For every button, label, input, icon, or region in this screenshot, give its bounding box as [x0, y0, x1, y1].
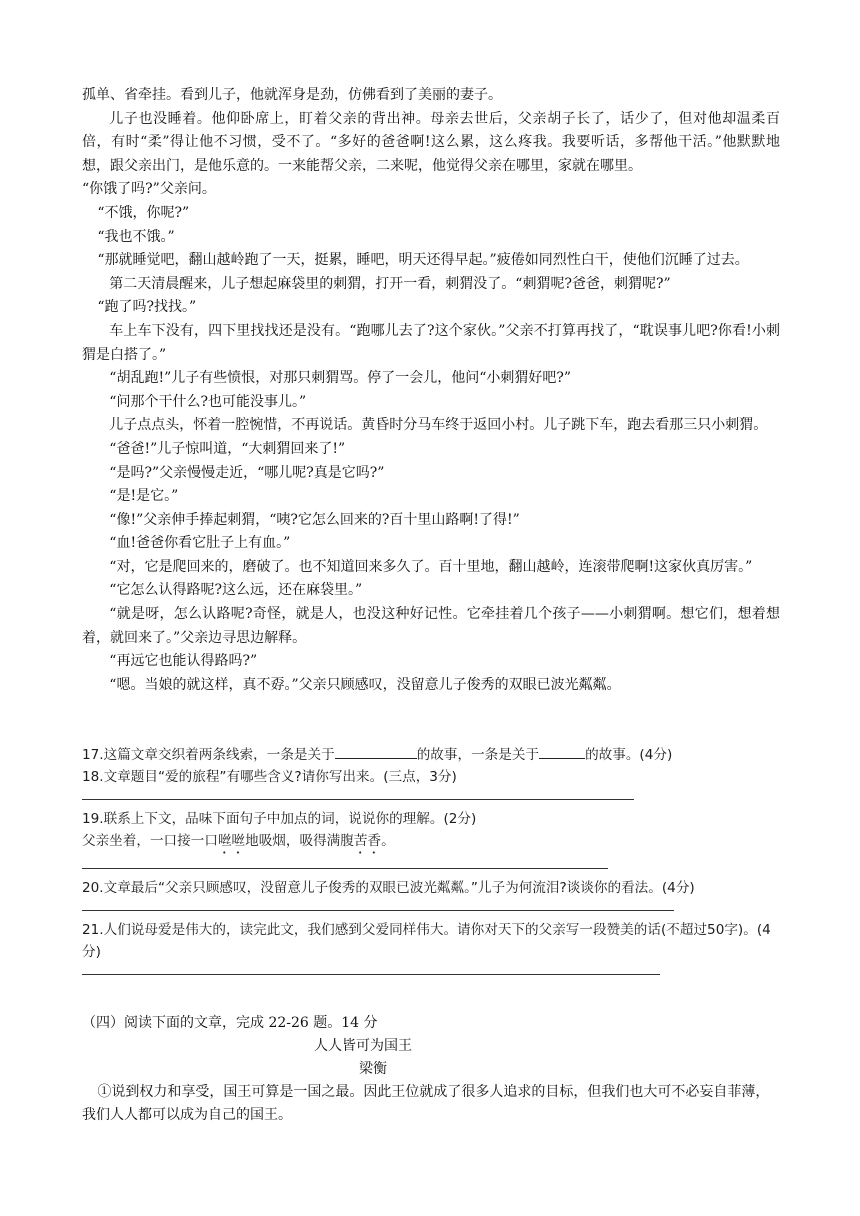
- answer-blank-1[interactable]: [335, 744, 417, 759]
- story-paragraph: 第二天清晨醒来，儿子想起麻袋里的刺猬，打开一看，刺猬没了。“刺猬呢?爸爸，刺猬呢?”: [109, 275, 671, 292]
- story-paragraph: “跑了吗?找找。”: [97, 299, 197, 316]
- story-paragraph: 儿子点点头，怀着一腔惋惜，不再说话。黄昏时分马车终于返回小村。儿子跳下车，跑去看那三只小刺猬。: [109, 417, 768, 434]
- story-paragraph: “胡乱跑!”儿子有些愤恨，对那只刺猬骂。停了一会儿，他问“小刺猬好吧?”: [109, 370, 572, 387]
- story-paragraph: “我也不饿。”: [97, 228, 175, 245]
- question-17-text-b: 的故事，一条是关于: [416, 747, 540, 763]
- article-author: 梁衡: [359, 1061, 387, 1077]
- section-4: [82, 1012, 780, 1127]
- answer-line[interactable]: [82, 974, 660, 975]
- answer-line[interactable]: [82, 868, 608, 869]
- section-4-intro: （四）阅读下面的文章，完成 22-26 题。14 分: [82, 1015, 378, 1031]
- story-paragraph: “你饿了吗?”父亲问。: [82, 181, 216, 198]
- question-20: 20.文章最后“父亲只顾感叹，没留意儿子俊秀的双眼已波光粼粼。”儿子为何流泪?谈谈你的看法。(4分): [82, 880, 695, 896]
- sentence-part: 地吸烟，吸得满腹: [245, 833, 354, 849]
- answer-line[interactable]: [82, 799, 634, 800]
- story-paragraph: 车上车下没有，四下里找找还是没有。“跑哪儿去了?这个家伙。”父亲不打算再找了，“耽误事儿吧?你看!小刺猬是白搭了。”: [82, 322, 780, 363]
- story-paragraph: “再远它也能认得路吗?”: [109, 653, 258, 670]
- story-paragraph: “血!爸爸你看它肚子上有血。”: [109, 535, 291, 552]
- dotted-word: 咝咝: [217, 833, 246, 849]
- story-paragraph: “像!”父亲伸手捧起刺猬，“咦?它怎么回来的?百十里山路啊!了得!”: [109, 511, 520, 528]
- story-paragraph: “是!是它。”: [109, 488, 179, 505]
- article-title: 人人皆可为国王: [314, 1038, 412, 1054]
- story-paragraph: “对，它是爬回来的，磨破了。也不知道回来多久了。百十里地，翻山越岭，连滚带爬啊!这家伙真厉害。”: [109, 558, 753, 575]
- story-paragraph: “问那个干什么?也可能没事儿。”: [109, 393, 307, 410]
- story-paragraph: “嗯。当娘的就这样，真不孬。”父亲只顾感叹，没留意儿子俊秀的双眼已波光粼粼。: [109, 676, 621, 693]
- question-21: 21.人们说母爱是伟大的，读完此文，我们感到父爱同样伟大。请你对天下的父亲写一段赞美的话(不超过50字)。(4分): [82, 922, 771, 960]
- sentence-part: 父亲坐着，一口接一口: [82, 833, 218, 849]
- story-paragraph: “那就睡觉吧，翻山越岭跑了一天，挺累，睡吧，明天还得早起。”疲倦如同烈性白干，使他们沉睡了过去。: [97, 252, 749, 269]
- story-paragraph: “就是呀，怎么认路呢?奇怪，就是人，也没这种好记性。它牵挂着几个孩子——小刺猬啊。想它们，想着想着，就回来了。”父亲边寻思边解释。: [82, 606, 780, 646]
- question-18: 18.文章题目“爱的旅程”有哪些含义?请你写出来。(三点，3分): [82, 769, 457, 785]
- question-19: 19.联系上下文，品味下面句子中加点的词，说说你的理解。(2分): [82, 811, 477, 827]
- story-paragraph: “它怎么认得路呢?这么远，还在麻袋里。”: [109, 582, 363, 599]
- story-text: [82, 84, 780, 697]
- answer-line[interactable]: [82, 910, 674, 911]
- story-paragraph: 孤单、省牵挂。看到儿子，他就浑身是劲，仿佛看到了美丽的妻子。: [82, 87, 502, 103]
- story-paragraph: “是吗?”父亲慢慢走近，“哪儿呢?真是它吗?”: [109, 464, 385, 481]
- story-paragraph: “不饿，你呢?”: [97, 204, 190, 221]
- answer-blank-2[interactable]: [539, 744, 585, 759]
- question-19-sentence: [82, 830, 782, 857]
- question-17: [82, 744, 782, 766]
- question-17-text-a: 17.这篇文章交织着两条线索，一条是关于: [82, 747, 335, 763]
- question-block: [82, 744, 782, 983]
- story-paragraph: 儿子也没睡着。他仰卧席上，盯着父亲的背出神。母亲去世后，父亲胡子长了，话少了，但对他却温柔百倍，有时“柔”得让他不习惯，受不了。“多好的爸爸啊!这么累，这么疼我。我要听话，多帮他干活。”他默默地想，跟父亲出门，是他乐意的。一来能帮父亲，二来呢，他觉得父亲在哪里，家就在哪里。: [82, 110, 780, 174]
- dotted-word: 苦香: [353, 833, 382, 849]
- sentence-part: 。: [381, 833, 395, 849]
- article-paragraph: ①说到权力和享受，国王可算是一国之最。因此王位就成了很多人追求的目标，但我们也大可不必妄自菲薄，我们人人都可以成为自己的国王。: [82, 1084, 770, 1123]
- question-17-text-c: 的故事。(4分): [585, 747, 673, 763]
- story-paragraph: “爸爸!”儿子惊叫道，“大刺猬回来了!”: [109, 440, 346, 457]
